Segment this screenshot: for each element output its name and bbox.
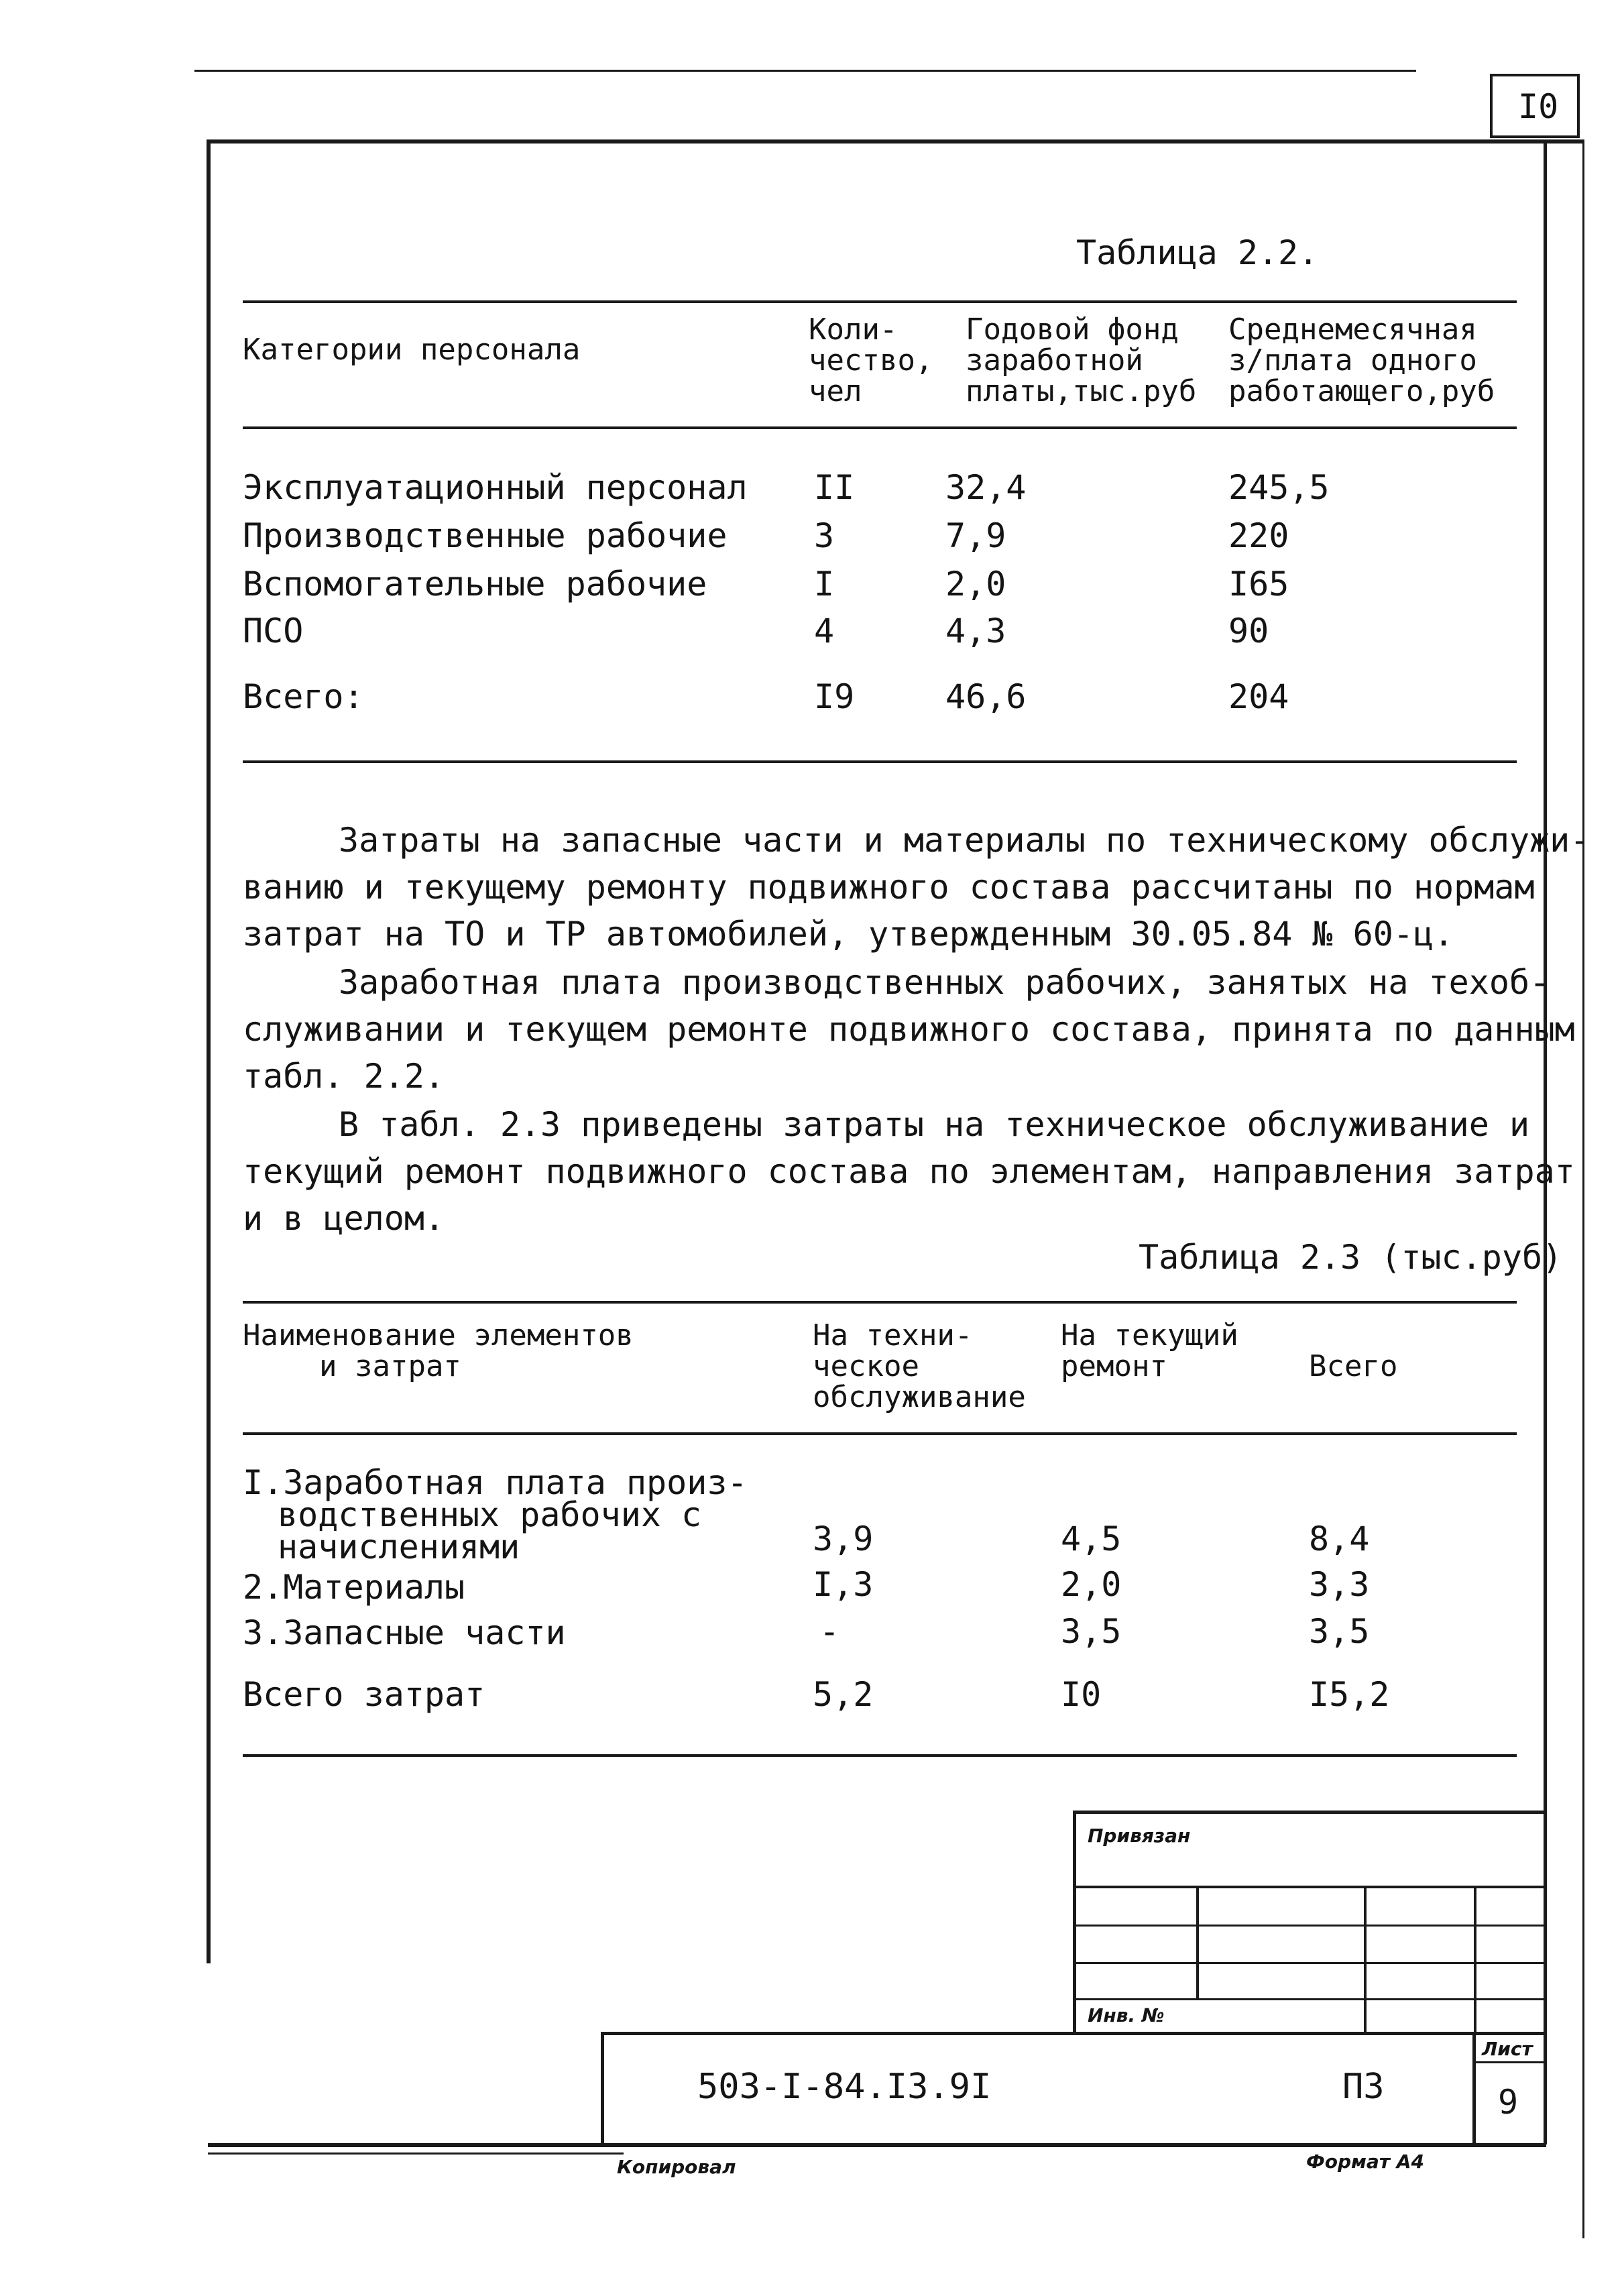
table-2-3-row-name: 2.Материалы	[243, 1568, 465, 1607]
table-2-3-header-tr-1: На текущий	[1061, 1318, 1238, 1353]
table-2-2-header-count-1: Коли-	[809, 312, 898, 347]
table-2-2-row-avg: 220	[1228, 516, 1289, 555]
table-2-2-header-count-3: чел	[809, 374, 862, 408]
frame-left	[207, 139, 211, 1963]
paragraph-line: Затраты на запасные части и материалы по техническому обслужи-	[339, 821, 1590, 860]
table-2-3-row-tr: 4,5	[1061, 1519, 1122, 1558]
table-2-2-header-fund-3: платы,тыс.руб	[966, 374, 1197, 408]
paragraph-line: табл. 2.2.	[243, 1057, 445, 1096]
frame-top	[208, 139, 1582, 144]
table-2-3-total-label: Всего затрат	[243, 1675, 485, 1714]
table-2-3-row-name: начислениями	[278, 1528, 520, 1566]
frame-right	[1544, 139, 1547, 2144]
stamp-lower-left	[601, 2032, 604, 2146]
table-2-2-header-avg-2: з/плата одного	[1228, 343, 1477, 378]
table-2-2-row-avg: 245,5	[1228, 468, 1330, 507]
table-2-3-row-name: водственных рабочих с	[278, 1495, 702, 1534]
footer-copied: Копировал	[617, 2156, 736, 2178]
table-2-2-total-fund: 46,6	[945, 677, 1027, 716]
table-2-2-row-category: Эксплуатационный персонал	[243, 468, 748, 507]
paragraph-line: и в целом.	[243, 1199, 445, 1238]
table-2-2-row-avg: 90	[1228, 612, 1269, 650]
table-2-3-header-to-1: На техни-	[813, 1318, 973, 1353]
table-2-2-total-count: I9	[814, 677, 855, 716]
table-2-2-header-category: Категории персонала	[243, 333, 581, 367]
table-2-3-row-tr: 2,0	[1061, 1565, 1122, 1604]
table-2-3-header-name-2: и затрат	[319, 1349, 461, 1383]
page-number: I0	[1518, 87, 1559, 126]
stamp-attached-label: Привязан	[1088, 1825, 1191, 1847]
table-2-3-row-total: 3,5	[1309, 1612, 1370, 1651]
table-2-2-row-count: 4	[814, 612, 835, 650]
table-2-2-row-count: II	[814, 468, 855, 507]
table-2-3-total-tr: I0	[1061, 1675, 1102, 1714]
table-2-2-row-fund: 32,4	[945, 468, 1027, 507]
table-2-3-bottom-rule	[243, 1754, 1517, 1757]
stamp-upper-top	[1074, 1811, 1546, 1814]
table-2-3-header-to-2: ческое	[813, 1349, 919, 1383]
table-2-2-header-avg-3: работающего,руб	[1228, 374, 1495, 408]
table-2-2-row-avg: I65	[1228, 565, 1289, 604]
table-2-2-total-label: Всего:	[243, 677, 364, 716]
table-2-3-row-name: I.Заработная плата произ-	[243, 1463, 748, 1502]
table-2-2-row-category: Производственные рабочие	[243, 516, 728, 555]
table-2-2-caption: Таблица 2.2.	[1076, 233, 1319, 272]
footer-format: Формат А4	[1306, 2150, 1424, 2173]
table-2-3-row-tr: 3,5	[1061, 1612, 1122, 1651]
table-2-3-total-to: 5,2	[813, 1675, 874, 1714]
table-2-2-row-category: ПСО	[243, 612, 304, 650]
stamp-doc-type: ПЗ	[1342, 2067, 1385, 2107]
table-2-2-total-avg: 204	[1228, 677, 1289, 716]
table-2-2-header-count-2: чество,	[809, 343, 933, 378]
stamp-upper-col3	[1474, 1886, 1476, 2032]
paragraph-line: текущий ремонт подвижного состава по элементам, направления затрат	[243, 1152, 1575, 1191]
table-2-3-row-name: 3.Запасные части	[243, 1613, 566, 1652]
table-2-3-top-rule	[243, 1301, 1517, 1304]
stamp-upper-col1	[1196, 1886, 1199, 2000]
stamp-sheet-number: 9	[1498, 2083, 1519, 2122]
table-2-2-row-fund: 7,9	[945, 516, 1006, 555]
table-2-3-caption: Таблица 2.3 (тыс.руб)	[1139, 1238, 1563, 1277]
paragraph-line: служивании и текущем ремонте подвижного состава, принята по данным	[243, 1010, 1575, 1049]
frame-bottom	[208, 2143, 1546, 2147]
table-2-3-header-total: Всего	[1309, 1349, 1398, 1383]
table-2-3-row-to: 3,9	[813, 1519, 874, 1558]
table-2-2-row-fund: 4,3	[945, 612, 1006, 650]
table-2-3-row-to: -	[819, 1612, 840, 1651]
frame-right-outer	[1582, 139, 1584, 2238]
stamp-doc-code: 503-I-84.I3.9I	[697, 2067, 992, 2107]
top-rule	[194, 70, 1416, 72]
table-2-3-header-tr-2: ремонт	[1061, 1349, 1167, 1383]
table-2-3-row-total: 3,3	[1309, 1565, 1370, 1604]
stamp-sheet-label: Лист	[1482, 2038, 1533, 2060]
table-2-3-total-total: I5,2	[1309, 1675, 1390, 1714]
table-2-2-header-avg-1: Среднемесячная	[1228, 312, 1477, 347]
frame-bottom-stray	[208, 2152, 624, 2155]
paragraph-line: В табл. 2.3 приведены затраты на техническое обслуживание и	[339, 1105, 1530, 1144]
table-2-3-header-name-1: Наименование элементов	[243, 1318, 634, 1353]
table-2-2-bottom-rule	[243, 760, 1517, 763]
table-2-2-row-category: Вспомогательные рабочие	[243, 565, 707, 604]
table-2-2-header-rule	[243, 426, 1517, 429]
table-2-2-row-count: 3	[814, 516, 835, 555]
page-number-box	[1490, 74, 1580, 138]
stamp-inv-label: Инв. №	[1088, 2004, 1165, 2026]
paragraph-line: Заработная плата производственных рабочих, занятых на техоб-	[339, 963, 1550, 1002]
stamp-sheet-divider	[1472, 2032, 1476, 2146]
stamp-lower-top	[602, 2032, 1546, 2035]
table-2-2-row-count: I	[814, 565, 835, 604]
table-2-2-header-fund-2: заработной	[966, 343, 1143, 378]
stamp-upper-col2	[1364, 1886, 1367, 2032]
table-2-3-header-to-3: обслуживание	[813, 1380, 1026, 1414]
table-2-2-row-fund: 2,0	[945, 565, 1006, 604]
paragraph-line: затрат на ТО и ТР автомобилей, утвержденным 30.05.84 № 60-ц.	[243, 915, 1454, 954]
table-2-2-header-fund-1: Годовой фонд	[966, 312, 1179, 347]
table-2-3-header-rule	[243, 1432, 1517, 1435]
table-2-2-top-rule	[243, 300, 1517, 303]
table-2-3-row-total: 8,4	[1309, 1519, 1370, 1558]
table-2-3-row-to: I,3	[813, 1565, 874, 1604]
paragraph-line: ванию и текущему ремонту подвижного состава рассчитаны по нормам	[243, 868, 1535, 907]
stamp-sheet-label-rule	[1474, 2061, 1546, 2063]
